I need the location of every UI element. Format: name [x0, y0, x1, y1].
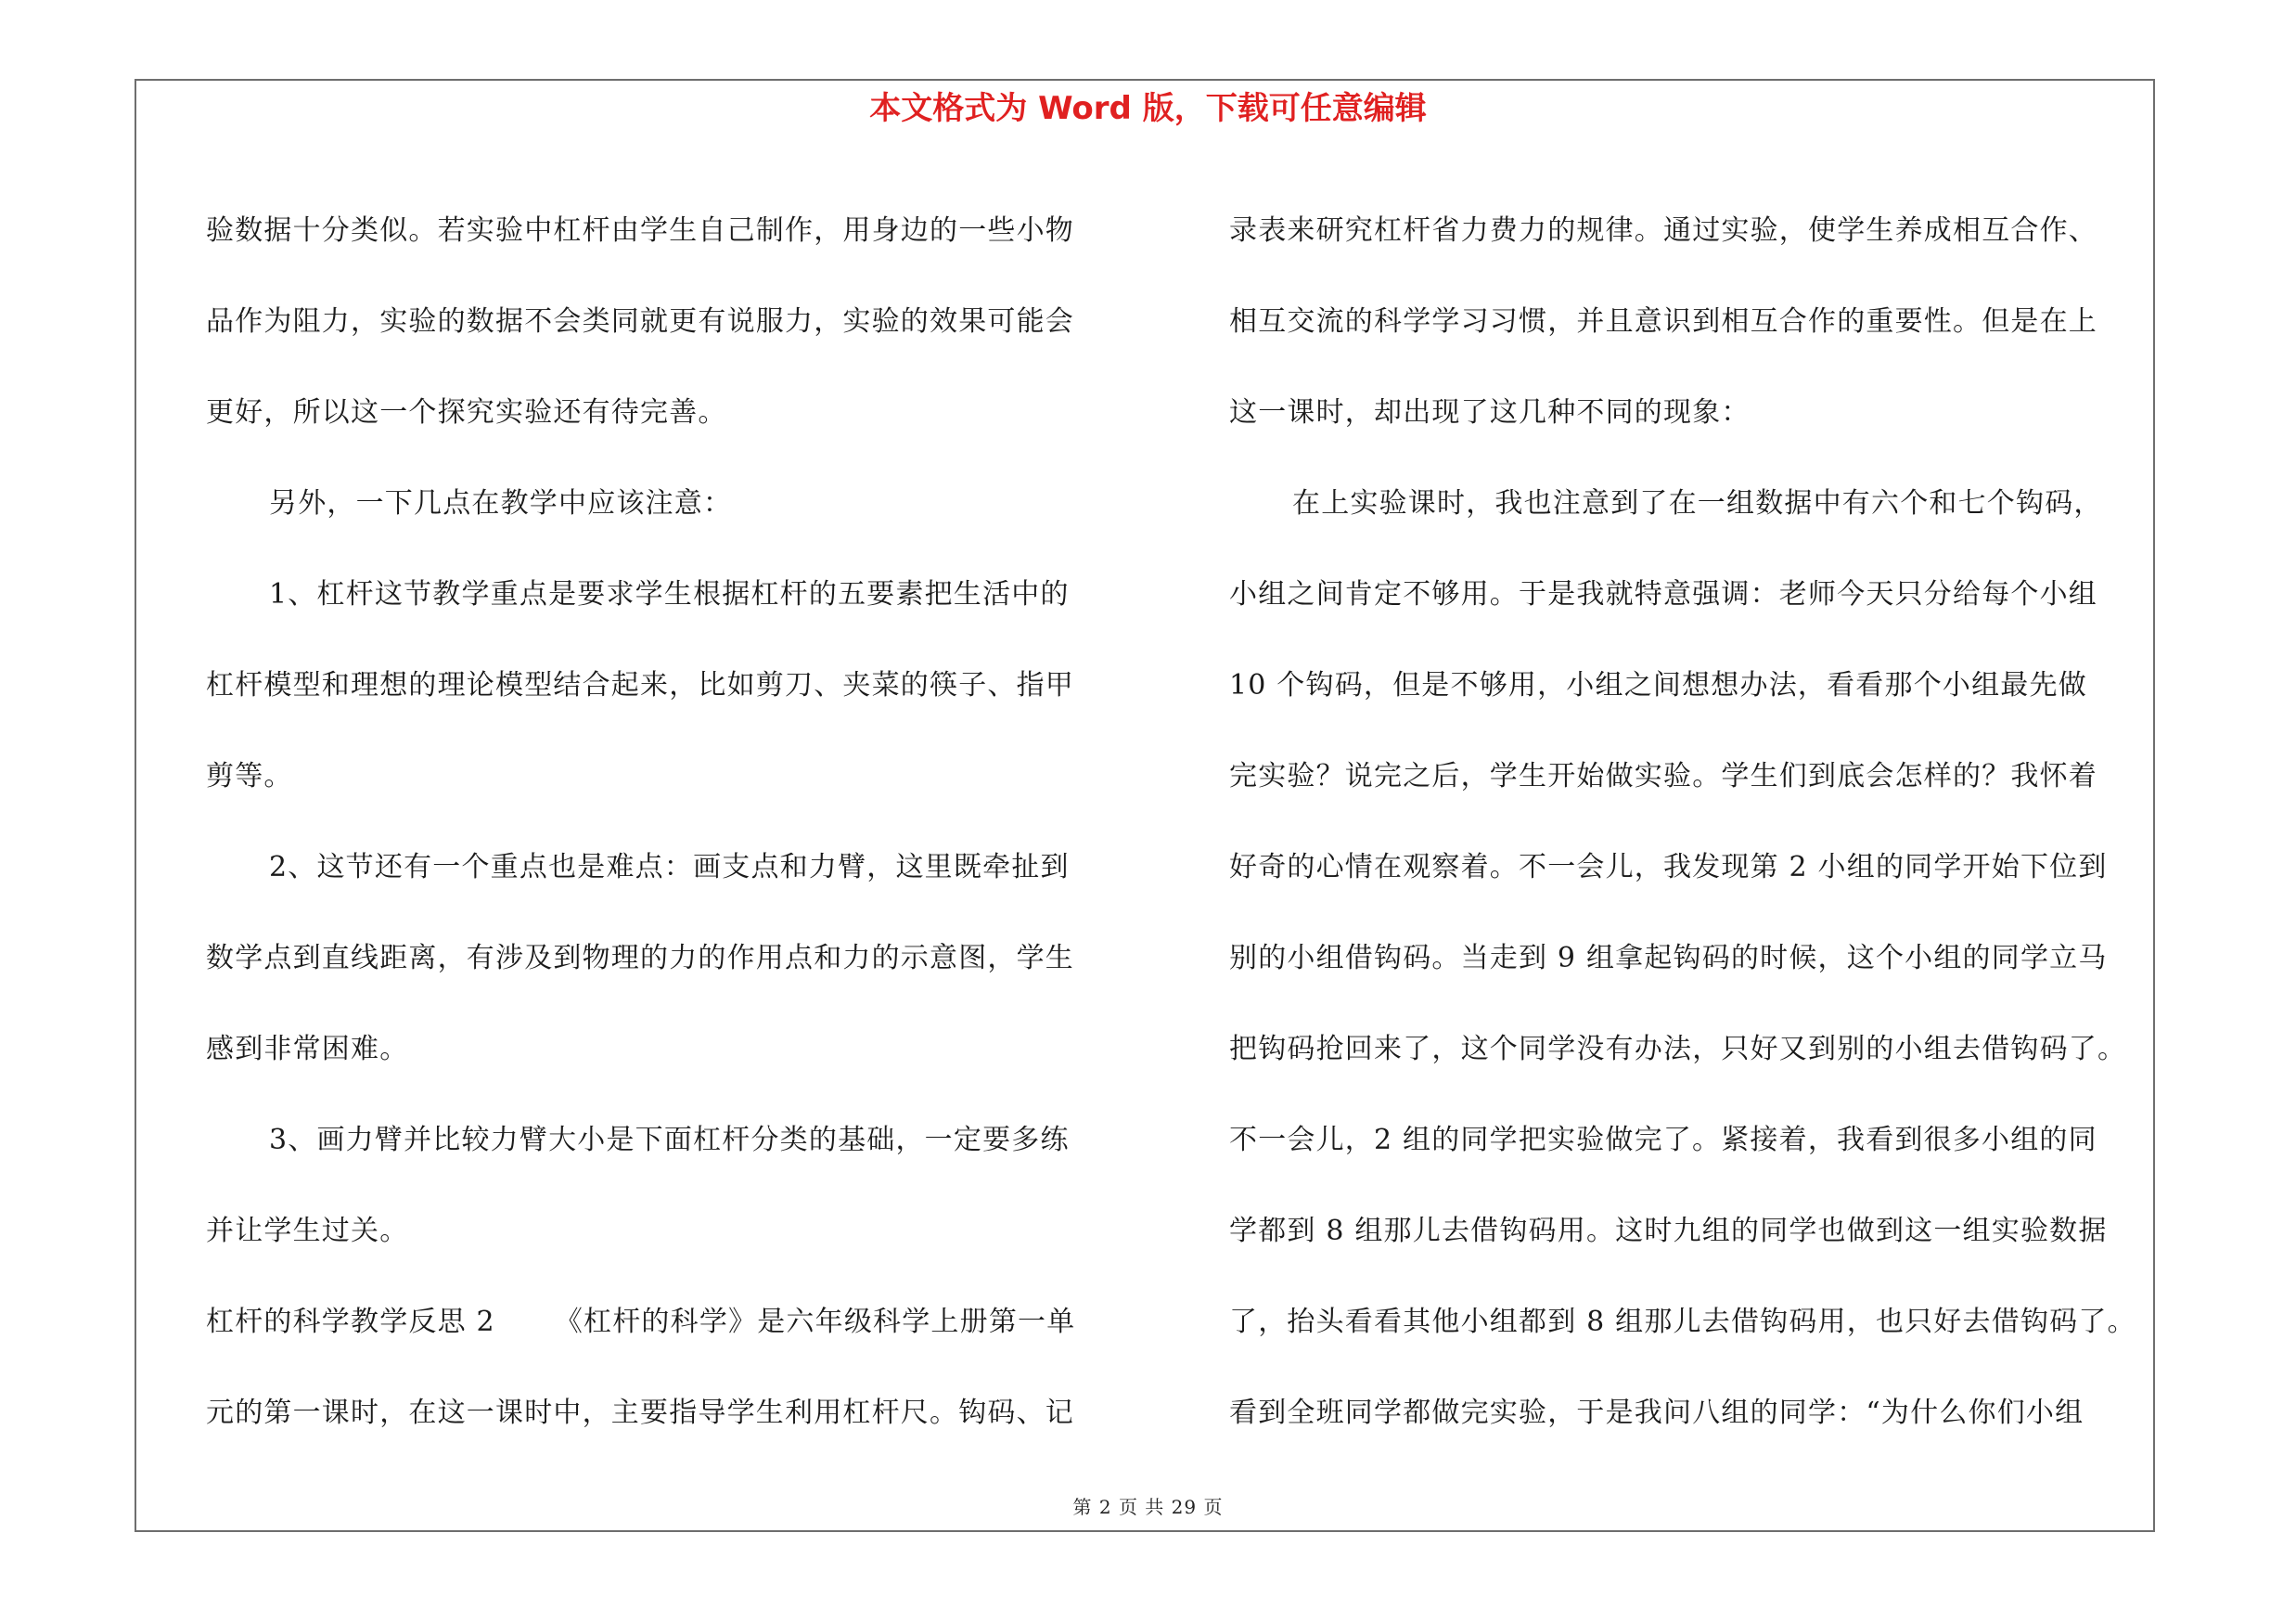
text-line: 相互交流的科学学习习惯，并且意识到相互合作的重要性。但是在上: [1229, 305, 2097, 338]
text-line: 数学点到直线距离，有涉及到物理的力的作用点和力的示意图，学生: [206, 942, 1074, 974]
text-line: 并让学生过关。: [206, 1215, 409, 1247]
text-line: 好奇的心情在观察着。不一会儿，我发现第 2 小组的同学开始下位到: [1229, 851, 2108, 883]
text-line: 把钩码抢回来了，这个同学没有办法，只好又到别的小组去借钩码了。: [1229, 1033, 2127, 1065]
paragraph-start: 在上实验课时，我也注意到了在一组数据中有六个和七个钩码，: [1292, 487, 2103, 520]
text-line: 看到全班同学都做完实验，于是我问八组的同学：“为什么你们小组: [1229, 1397, 2084, 1429]
section-title: 杠杆的科学教学反思 2: [206, 1306, 495, 1338]
text-line: 了，抬头看看其他小组都到 8 组那儿去借钩码用，也只好去借钩码了。: [1229, 1306, 2136, 1338]
text-line: 元的第一课时，在这一课时中，主要指导学生利用杠杆尺。钩码、记: [206, 1397, 1074, 1429]
text-line: 这一课时，却出现了这几种不同的现象：: [1229, 396, 1751, 429]
text-line: 杠杆模型和理想的理论模型结合起来，比如剪刀、夹菜的筷子、指甲: [206, 669, 1074, 702]
left-column: [206, 186, 1134, 1459]
section-heading-line: [206, 1277, 1134, 1368]
text-line: 更好，所以这一个探究实验还有待完善。: [206, 396, 727, 429]
text-line: 录表来研究杠杆省力费力的规律。通过实验，使学生养成相互合作、: [1229, 214, 2097, 247]
text-line: 学都到 8 组那儿去借钩码用。这时九组的同学也做到这一组实验数据: [1229, 1215, 2108, 1247]
text-line: 感到非常困难。: [206, 1033, 409, 1065]
list-item-3: 3、画力臂并比较力臂大小是下面杠杆分类的基础，一定要多练: [269, 1124, 1070, 1156]
text-line: 小组之间肯定不够用。于是我就特意强调：老师今天只分给每个小组: [1229, 578, 2097, 611]
section-text: 《杠杆的科学》是六年级科学上册第一单: [554, 1306, 1076, 1338]
format-banner: 本文格式为 Word 版，下载可任意编辑: [869, 90, 1427, 127]
paragraph-start: 另外，一下几点在教学中应该注意：: [269, 487, 733, 520]
text-line: 别的小组借钩码。当走到 9 组拿起钩码的时候，这个小组的同学立马: [1229, 942, 2108, 974]
text-line: 品作为阻力，实验的数据不会类同就更有说服力，实验的效果可能会: [206, 305, 1074, 338]
list-item-2: 2、这节还有一个重点也是难点：画支点和力臂，这里既牵扯到: [269, 851, 1070, 883]
page-number: 第 2 页 共 29 页: [1072, 1496, 1224, 1518]
right-column: [1229, 186, 2166, 1459]
text-line: 剪等。: [206, 760, 293, 792]
text-line: 完实验？说完之后，学生开始做实验。学生们到底会怎样的？我怀着: [1229, 760, 2097, 792]
text-line: 10 个钩码，但是不够用，小组之间想想办法，看看那个小组最先做: [1229, 669, 2087, 702]
list-item-1: 1、杠杆这节教学重点是要求学生根据杠杆的五要素把生活中的: [269, 578, 1070, 611]
text-line: 验数据十分类似。若实验中杠杆由学生自己制作，用身边的一些小物: [206, 214, 1074, 247]
text-line: 不一会儿，2 组的同学把实验做完了。紧接着，我看到很多小组的同: [1229, 1124, 2097, 1156]
